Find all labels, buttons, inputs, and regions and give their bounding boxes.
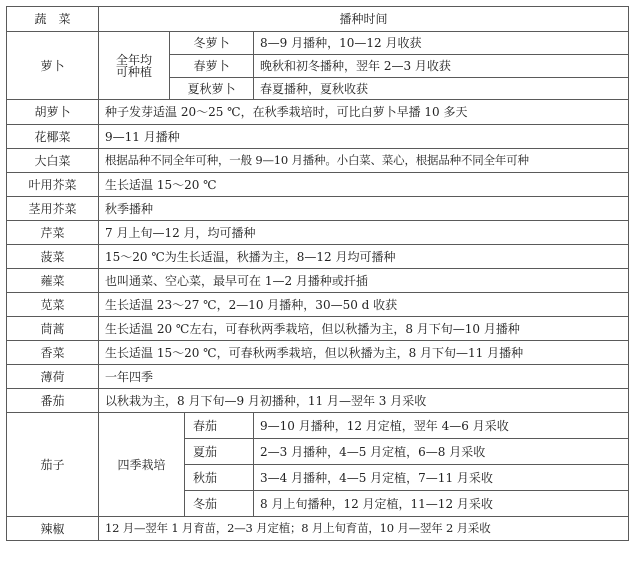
sowing-time-text: 根据品种不同全年可种，一般 9—10 月播种。小白菜、菜心，根据品种不同全年可种 — [99, 149, 629, 173]
sowing-time-text: 12 月—翌年 1 月育苗，2—3 月定植；8 月上旬育苗，10 月—翌年 2 月采收 — [99, 517, 629, 541]
vegetable-name: 胡萝卜 — [7, 100, 99, 125]
vegetable-name: 叶用芥菜 — [7, 173, 99, 197]
radish-variety-name: 冬萝卜 — [170, 32, 254, 55]
table-row — [7, 413, 629, 439]
sowing-time-text: 秋季播种 — [99, 197, 629, 221]
radish-group-label: 全年均可种植 — [115, 52, 152, 79]
eggplant-variety-time: 3—4 月播种，4—5 月定植，7—11 月采收 — [254, 465, 629, 491]
table-row — [7, 517, 629, 541]
eggplant-variety-name: 冬茄 — [185, 491, 254, 517]
table-row — [7, 269, 629, 293]
table-row — [7, 389, 629, 413]
radish-name: 萝卜 — [7, 32, 99, 100]
vegetable-name: 辣椒 — [7, 517, 99, 541]
vegetable-name: 大白菜 — [7, 149, 99, 173]
table-row — [7, 125, 629, 149]
vegetable-name: 茎用芥菜 — [7, 197, 99, 221]
radish-variety-name: 春萝卜 — [170, 55, 254, 78]
vegetable-name: 菠菜 — [7, 245, 99, 269]
table-row — [7, 341, 629, 365]
eggplant-variety-time: 8 月上旬播种，12 月定植，11—12 月采收 — [254, 491, 629, 517]
radish-variety-name: 夏秋萝卜 — [170, 78, 254, 100]
vegetable-name: 香菜 — [7, 341, 99, 365]
eggplant-name: 茄子 — [7, 413, 99, 517]
sowing-time-text: 生长适温 15～20 ℃ — [99, 173, 629, 197]
eggplant-group: 四季栽培 — [99, 413, 185, 517]
vegetable-name: 茼蒿 — [7, 317, 99, 341]
vegetable-name: 芹菜 — [7, 221, 99, 245]
eggplant-variety-name: 秋茄 — [185, 465, 254, 491]
header-sowing-time: 播种时间 — [99, 7, 629, 32]
vegetable-name: 薄荷 — [7, 365, 99, 389]
table-row — [7, 173, 629, 197]
sowing-time-table — [6, 6, 629, 541]
table-row — [7, 32, 629, 55]
table-row — [7, 149, 629, 173]
eggplant-variety-time: 2—3 月播种，4—5 月定植，6—8 月采收 — [254, 439, 629, 465]
sowing-time-text: 也叫通菜、空心菜，最早可在 1—2 月播种或扦插 — [99, 269, 629, 293]
sowing-time-text: 种子发芽适温 20～25 ℃，在秋季栽培时，可比白萝卜早播 10 多天 — [99, 100, 629, 125]
sowing-time-text: 9—11 月播种 — [99, 125, 629, 149]
table-row — [7, 221, 629, 245]
header-vegetable: 蔬 菜 — [7, 7, 99, 32]
table-header-row — [7, 7, 629, 32]
radish-variety-time: 8—9 月播种，10—12 月收获 — [254, 32, 629, 55]
sowing-time-text: 7 月上旬—12 月，均可播种 — [99, 221, 629, 245]
sowing-time-text: 一年四季 — [99, 365, 629, 389]
table-row — [7, 100, 629, 125]
sowing-time-text: 生长适温 20 ℃左右，可春秋两季栽培，但以秋播为主，8 月下旬—10 月播种 — [99, 317, 629, 341]
radish-variety-time: 春夏播种，夏秋收获 — [254, 78, 629, 100]
sowing-time-text: 生长适温 23～27 ℃，2—10 月播种，30—50 d 收获 — [99, 293, 629, 317]
table-row — [7, 245, 629, 269]
vegetable-name: 蕹菜 — [7, 269, 99, 293]
sowing-time-text: 生长适温 15～20 ℃，可春秋两季栽培，但以秋播为主，8 月下旬—11 月播种 — [99, 341, 629, 365]
vegetable-name: 苋菜 — [7, 293, 99, 317]
radish-group — [99, 32, 170, 100]
table-row — [7, 365, 629, 389]
vegetable-name: 花椰菜 — [7, 125, 99, 149]
table-row — [7, 197, 629, 221]
eggplant-variety-name: 夏茄 — [185, 439, 254, 465]
vegetable-name: 番茄 — [7, 389, 99, 413]
eggplant-variety-name: 春茄 — [185, 413, 254, 439]
radish-variety-time: 晚秋和初冬播种，翌年 2—3 月收获 — [254, 55, 629, 78]
table-row — [7, 317, 629, 341]
sowing-time-text: 15～20 ℃为生长适温，秋播为主，8—12 月均可播种 — [99, 245, 629, 269]
table-row — [7, 293, 629, 317]
eggplant-variety-time: 9—10 月播种，12 月定植，翌年 4—6 月采收 — [254, 413, 629, 439]
sowing-time-text: 以秋栽为主，8 月下旬—9 月初播种，11 月—翌年 3 月采收 — [99, 389, 629, 413]
